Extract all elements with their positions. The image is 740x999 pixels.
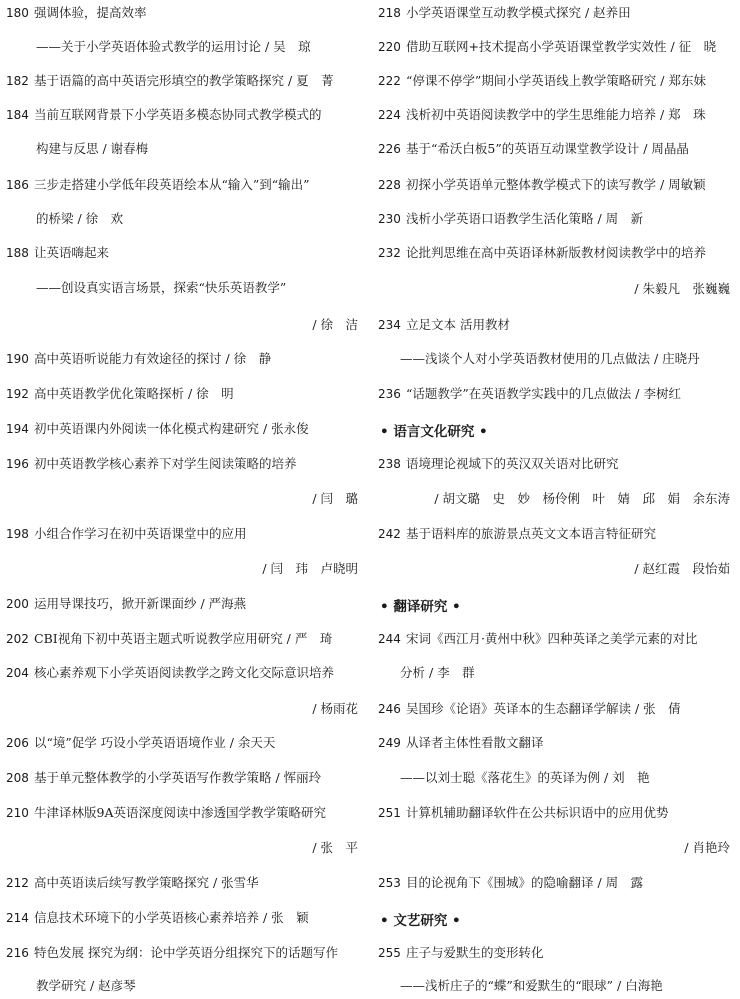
toc-entry-author: / 肖艳玲 (684, 840, 730, 855)
toc-entry-continuation: 教学研究 / 赵彦琴 (36, 978, 136, 993)
toc-entry (378, 38, 716, 56)
toc-entry-continuation: 构建与反思 / 谢春梅 (36, 141, 149, 156)
page-number: 251 (378, 806, 401, 820)
entry-title: 高中英语读后续写教学策略探究 / 张雪华 (34, 875, 259, 890)
page-number: 210 (6, 806, 29, 820)
page-number: 180 (6, 6, 29, 20)
entry-title: 初中英语教学核心素养下对学生阅读策略的培养 (34, 456, 297, 471)
toc-entry-author: / 朱毅凡 张巍巍 (634, 281, 730, 296)
toc-entry (6, 769, 321, 787)
toc-entry (378, 140, 689, 158)
entry-title: 小组合作学习在初中英语课堂中的应用 (34, 526, 247, 541)
toc-entry (378, 244, 706, 262)
page-number: 255 (378, 946, 401, 960)
toc-entry (6, 455, 297, 473)
toc-entry (6, 595, 246, 613)
toc-entry-author: / 赵红霞 段怡茹 (634, 561, 730, 576)
entry-title: 宋词《西江月·黄州中秋》四种英译之美学元素的对比 (406, 631, 698, 646)
page-number: 198 (6, 527, 29, 541)
entry-title: 三步走搭建小学低年段英语绘本从“输入”到“输出” (34, 177, 310, 192)
toc-entry (6, 944, 338, 962)
page-number: 206 (6, 736, 29, 750)
page-number: 188 (6, 246, 29, 260)
entry-title: “停课不停学”期间小学英语线上教学策略研究 / 郑东妹 (406, 73, 706, 88)
toc-entry (6, 630, 332, 648)
entry-title: 当前互联网背景下小学英语多模态协同式教学模式的 (34, 107, 322, 122)
toc-entry (378, 72, 706, 90)
toc-entry (6, 734, 275, 752)
page-number: 238 (378, 457, 401, 471)
toc-entry (6, 4, 147, 22)
page-number: 202 (6, 632, 29, 646)
entry-title: 吴国珍《论语》英译本的生态翻译学解读 / 张 倩 (406, 701, 681, 716)
section-heading: • 语言文化研究 • (380, 424, 488, 440)
entry-title: 目的论视角下《围城》的隐喻翻译 / 周 露 (406, 875, 644, 890)
page-number: 196 (6, 457, 29, 471)
toc-entry-author: / 杨雨花 (312, 701, 358, 716)
page-number: 186 (6, 178, 29, 192)
toc-entry (378, 455, 619, 473)
entry-title: 庄子与爱默生的变形转化 (406, 945, 544, 960)
entry-title: 牛津译林版9A英语深度阅读中渗透国学教学策略研究 (34, 805, 326, 820)
entry-title: 浅析小学英语口语教学生活化策略 / 周 新 (406, 211, 644, 226)
entry-title: 立足文本 活用教材 (406, 317, 510, 332)
entry-title: “话题教学”在英语教学实践中的几点做法 / 李树红 (406, 386, 681, 401)
page-number: 232 (378, 246, 401, 260)
toc-entry (6, 72, 334, 90)
entry-title: 语境理论视域下的英汉双关语对比研究 (406, 456, 619, 471)
toc-entry (6, 106, 322, 124)
toc-entry-subtitle: ——创设真实语言场景，探索“快乐英语教学” (36, 280, 287, 295)
section-heading: • 文艺研究 • (380, 913, 461, 929)
toc-entry (6, 909, 309, 927)
page-number: 228 (378, 178, 401, 192)
page-number: 208 (6, 771, 29, 785)
entry-title: 论批判思维在高中英语译林新版教材阅读教学中的培养 (406, 245, 707, 260)
toc-entry-subtitle: ——关于小学英语体验式教学的运用讨论 / 吴 琼 (36, 39, 311, 54)
toc-entry (6, 525, 247, 543)
toc-entry (378, 4, 631, 22)
entry-title: 计算机辅助翻译软件在公共标识语中的应用优势 (406, 805, 669, 820)
toc-entry (378, 630, 697, 648)
page-number: 192 (6, 387, 29, 401)
toc-entry (6, 385, 234, 403)
page-number: 236 (378, 387, 401, 401)
toc-entry (6, 244, 109, 262)
entry-title: 信息技术环境下的小学英语核心素养培养 / 张 颖 (34, 910, 309, 925)
page-number: 184 (6, 108, 29, 122)
page-number: 204 (6, 666, 29, 680)
toc-entry-author: / 闫 璐 (312, 491, 358, 506)
page-number: 222 (378, 74, 401, 88)
entry-title: 高中英语听说能力有效途径的探讨 / 徐 静 (34, 351, 272, 366)
page-number: 212 (6, 876, 29, 890)
toc-entry-author: / 张 平 (312, 840, 358, 855)
toc-entry-continuation: 的桥梁 / 徐 欢 (36, 211, 124, 226)
toc-entry (6, 874, 259, 892)
toc-entry-subtitle: ——浅析庄子的“蝶”和爱默生的“眼球” / 白海艳 (400, 978, 663, 993)
toc-entry (378, 700, 681, 718)
page-number: 226 (378, 142, 401, 156)
page-number: 194 (6, 422, 29, 436)
page-number: 190 (6, 352, 29, 366)
entry-title: 强调体验，提高效率 (34, 5, 147, 20)
toc-entry (6, 350, 271, 368)
page-number: 218 (378, 6, 401, 20)
entry-title: 小学英语课堂互动教学模式探究 / 赵养田 (406, 5, 631, 20)
page-number: 220 (378, 40, 401, 54)
page-number: 224 (378, 108, 401, 122)
page-number: 242 (378, 527, 401, 541)
entry-title: 高中英语教学优化策略探析 / 徐 明 (34, 386, 234, 401)
toc-entry (378, 874, 643, 892)
entry-title: 从译者主体性看散文翻译 (406, 735, 544, 750)
entry-title: CBI视角下初中英语主题式听说教学应用研究 / 严 琦 (34, 631, 333, 646)
page-number: 246 (378, 702, 401, 716)
toc-entry-subtitle: ——浅谈个人对小学英语教材使用的几点做法 / 庄晓丹 (400, 351, 700, 366)
toc-entry (6, 664, 334, 682)
toc-entry (6, 804, 326, 822)
entry-title: 特色发展 探究为纲：论中学英语分组探究下的话题写作 (34, 945, 338, 960)
page-number: 200 (6, 597, 29, 611)
toc-entry-subtitle: ——以刘士聪《落花生》的英译为例 / 刘 艳 (400, 770, 650, 785)
toc-entry (378, 734, 544, 752)
page-number: 230 (378, 212, 401, 226)
page-number: 244 (378, 632, 401, 646)
entry-title: 运用导课技巧，掀开新课面纱 / 严海燕 (34, 596, 247, 611)
page-number: 253 (378, 876, 401, 890)
toc-entry (378, 944, 544, 962)
page-number: 249 (378, 736, 401, 750)
entry-title: 以“境”促学 巧设小学英语语境作业 / 余天天 (34, 735, 276, 750)
page-number: 214 (6, 911, 29, 925)
toc-entry-author: / 闫 玮 卢晓明 (262, 561, 358, 576)
entry-title: 浅析初中英语阅读教学中的学生思维能力培养 / 郑 珠 (406, 107, 706, 122)
toc-entry-author: / 徐 洁 (312, 317, 358, 332)
section-heading: • 翻译研究 • (380, 599, 461, 615)
toc-entry-author: / 胡文璐 史 妙 杨伶俐 叶 婧 邱 娟 余东涛 (434, 491, 730, 506)
page-number: 216 (6, 946, 29, 960)
page-number: 182 (6, 74, 29, 88)
toc-entry (378, 176, 706, 194)
entry-title: 借助互联网+技术提高小学英语课堂教学实效性 / 征 晓 (406, 39, 717, 54)
entry-title: 基于语篇的高中英语完形填空的教学策略探究 / 夏 菁 (34, 73, 334, 88)
toc-entry (6, 176, 310, 194)
toc-entry (6, 420, 309, 438)
entry-title: 让英语嗨起来 (34, 245, 110, 260)
entry-title: 核心素养观下小学英语阅读教学之跨文化交际意识培养 (34, 665, 335, 680)
toc-entry (378, 525, 656, 543)
entry-title: 基于单元整体教学的小学英语写作教学策略 / 恽丽玲 (34, 770, 322, 785)
entry-title: 初探小学英语单元整体教学模式下的读写教学 / 周敏颖 (406, 177, 706, 192)
entry-title: 初中英语课内外阅读一体化模式构建研究 / 张永俊 (34, 421, 309, 436)
toc-entry (378, 210, 643, 228)
page-number: 234 (378, 318, 401, 332)
toc-entry (378, 106, 706, 124)
toc-entry (378, 316, 510, 334)
toc-entry (378, 385, 681, 403)
entry-title: 基于“希沃白板5”的英语互动课堂教学设计 / 周晶晶 (406, 141, 689, 156)
toc-entry-continuation: 分析 / 李 群 (400, 665, 475, 680)
entry-title: 基于语料库的旅游景点英文文本语言特征研究 (406, 526, 657, 541)
toc-entry (378, 804, 669, 822)
